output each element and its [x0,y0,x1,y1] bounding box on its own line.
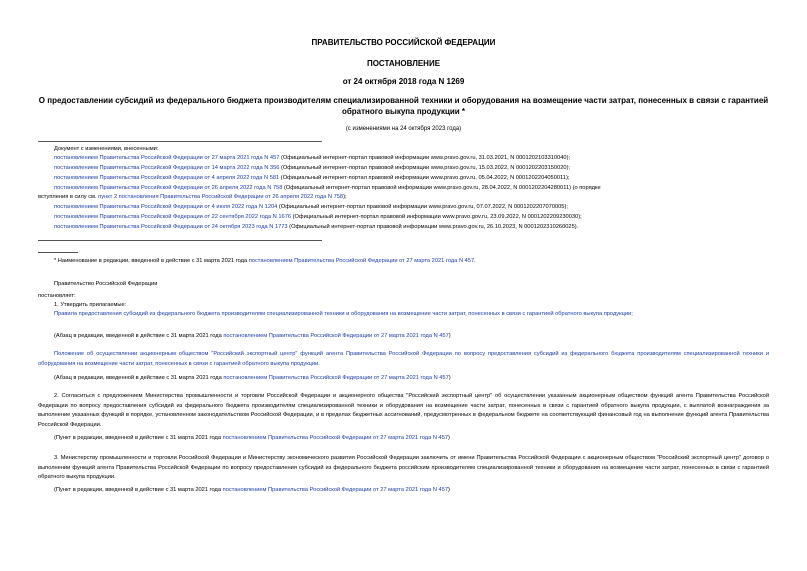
point-edition-text: (Пункт в редакции, введенной в действие с 31 марта 2021 года [54,435,223,441]
change-source: (Официальный интернет-портал правовой информации www.pravo.gov.ru, 23.09.2022, N 0001202209230030); [291,214,582,220]
change-item [54,154,570,163]
divider-changes [38,240,322,241]
change-item-wrap [38,193,347,202]
change-link[interactable]: постановлением Правительства Российской Федерации от 24 октября 2023 года N 1773 [54,224,288,230]
change-item [54,213,582,222]
edition-text: ) [448,375,451,381]
change-link[interactable]: постановлением Правительства Российской Федерации от 14 марта 2022 года N 356 [54,165,280,171]
edition-link[interactable]: постановлением Правительства Российской Федерации от 27 марта 2021 года N 457 [223,333,449,339]
change-source: (Официальный интернет-портал правовой информации www.pravo.gov.ru, 15.03.2022, N 0001202203150020); [279,165,571,171]
wrap-text: ); [343,194,347,200]
point-edition-note [54,434,450,443]
doc-type-heading: ПОСТАНОВЛЕНИЕ [366,59,441,68]
rules-link[interactable]: Правила предоставления субсидий из федерального бюджета производителям специализированной техники и оборудования на возмещение части затрат, понесенных в связи с гарантией обратного выкупа продукции; [54,311,633,317]
change-source: (Официальный интернет-портал правовой информации www.pravo.gov.ru, 05.04.2022, N 0001202204050011); [279,175,570,181]
regulation-paragraph [38,350,769,369]
point-edition-text: ) [448,435,450,441]
change-item [54,203,568,212]
footnote [54,257,476,266]
regulation-link[interactable]: Положение об осуществлении акционерным обществом "Российский экспортный центр" функций агента Правительства Российской Федерации по вопросу предоставления субсидий из федерального бюджета производителям специализированной техники и оборудования на возмещение части затрат, понесенных в связи с гарантией обратного выкупа продукции. [38,351,769,367]
change-link[interactable]: пункт 2 постановления Правительства Российской Федерации от 26 апреля 2022 года N 758 [98,194,344,200]
body-government: Правительство Российской Федерации [54,281,158,287]
point-edition-link[interactable]: постановлением Правительства Российской Федерации от 27 марта 2021 года N 457 [222,487,449,493]
point-edition-link[interactable]: постановлением Правительства Российской Федерации от 27 марта 2021 года N 457 [222,435,449,441]
change-item [54,174,569,183]
issuer-heading: ПРАВИТЕЛЬСТВО РОССИЙСКОЙ ФЕДЕРАЦИИ [311,38,496,47]
rules-paragraph [38,310,769,320]
change-source: (Официальный интернет-портал правовой информации www.pravo.gov.ru, 26.10.2023, N 0001202310260025). [287,224,579,230]
change-link[interactable]: постановлением Правительства Российской Федерации от 27 марта 2021 года N 457 [54,155,280,161]
change-source: (Официальный интернет-портал правовой информации www.pravo.gov.ru, 07.07.2022, N 0001202207070005); [277,204,568,210]
changes-intro: Документ с изменениями, внесенными: [54,146,159,152]
change-source: (Официальный интернет-портал правовой информации www.pravo.gov.ru, 28.04.2022, N 0001202204280011) (о порядке [282,185,601,191]
point-edition-text: (Пункт в редакции, введенной в действие с 31 марта 2021 года [54,487,223,493]
change-link[interactable]: постановлением Правительства Российской Федерации от 4 апреля 2022 года N 581 [54,175,280,181]
point-edition-text: ) [448,487,450,493]
edition-text: (Абзац в редакции, введенной в действие с 31 марта 2021 года [54,375,224,381]
doc-date-number: от 24 октября 2018 года N 1269 [342,77,465,86]
body-decrees: постановляет: [38,293,76,299]
footnote-text: * Наименование в редакции, введенной в действие с 31 марта 2021 года [54,258,249,264]
edition-note [54,374,451,383]
edition-note [54,332,451,341]
change-item [54,164,570,173]
change-link[interactable]: постановлением Правительства Российской Федерации от 22 сентября 2022 года N 1676 [54,214,292,220]
clause-3: 3. Министерству промышленности и торговли Российской Федерации и Министерству экономического развития Российской Федерации заключить от имени Правительства Российской Федерации с акционерным обществом "Российский экспортный центр" договор о выполнении функций агента Правительства Российской Федерации по вопросу предоставления субсидий из федерального бюджета российским производителям специализированной техники и оборудования на возмещение части затрат, понесенных в связи с гарантией обратного выкупа продукции. [38,455,769,480]
footnote-link[interactable]: постановлением Правительства Российской Федерации от 27 марта 2021 года N 457 [248,258,475,264]
change-item [54,223,578,232]
wrap-text: вступления в силу см. [38,194,99,200]
edition-text: (Абзац в редакции, введенной в действие с 31 марта 2021 года [54,333,224,339]
change-item [54,184,601,193]
change-source: (Официальный интернет-портал правовой информации www.pravo.gov.ru, 31.03.2021, N 0001202103310040); [279,155,571,161]
edition-link[interactable]: постановлением Правительства Российской Федерации от 27 марта 2021 года N 457 [223,375,449,381]
revision-note: (с изменениями на 24 октября 2023 года) [345,126,462,132]
clause-2: 2. Согласиться с предложением Министерства промышленности и торговли Российской Федерации и акционерного общества "Российский экспортный центр" об осуществлении указанным акционерным обществом функций агента Правительства Российской Федерации по вопросу предоставления субсидий из федерального бюджета производителям специализированной техники и оборудования на возмещение части затрат, понесенных в связи с гарантией обратного выкупа продукции, с выплатой вознаграждения за выполнение указанных функций в порядке, установленном законодательством Российской Федерации, и в пределах бюджетных ассигнований, предусмотренных в федеральном бюджете на соответствующий финансовый год на выполнение функций агента Правительства Российской Федерации. [38,393,769,428]
divider-footnote [38,252,78,253]
change-link[interactable]: постановлением Правительства Российской Федерации от 4 июля 2022 года N 1204 [54,204,278,210]
clause-1: 1. Утвердить прилагаемые: [54,302,127,308]
divider-top [38,141,322,142]
change-link[interactable]: постановлением Правительства Российской Федерации от 26 апреля 2022 года N 758 [54,185,283,191]
doc-title: О предоставлении субсидий из федерального бюджета производителям специализированной техники и оборудования на возмещение части затрат, понесенных в связи с гарантией обратного выкупа продукции * [38,96,769,116]
edition-text: ) [448,333,451,339]
footnote-end: . [474,258,476,264]
point-edition-note [54,486,450,495]
